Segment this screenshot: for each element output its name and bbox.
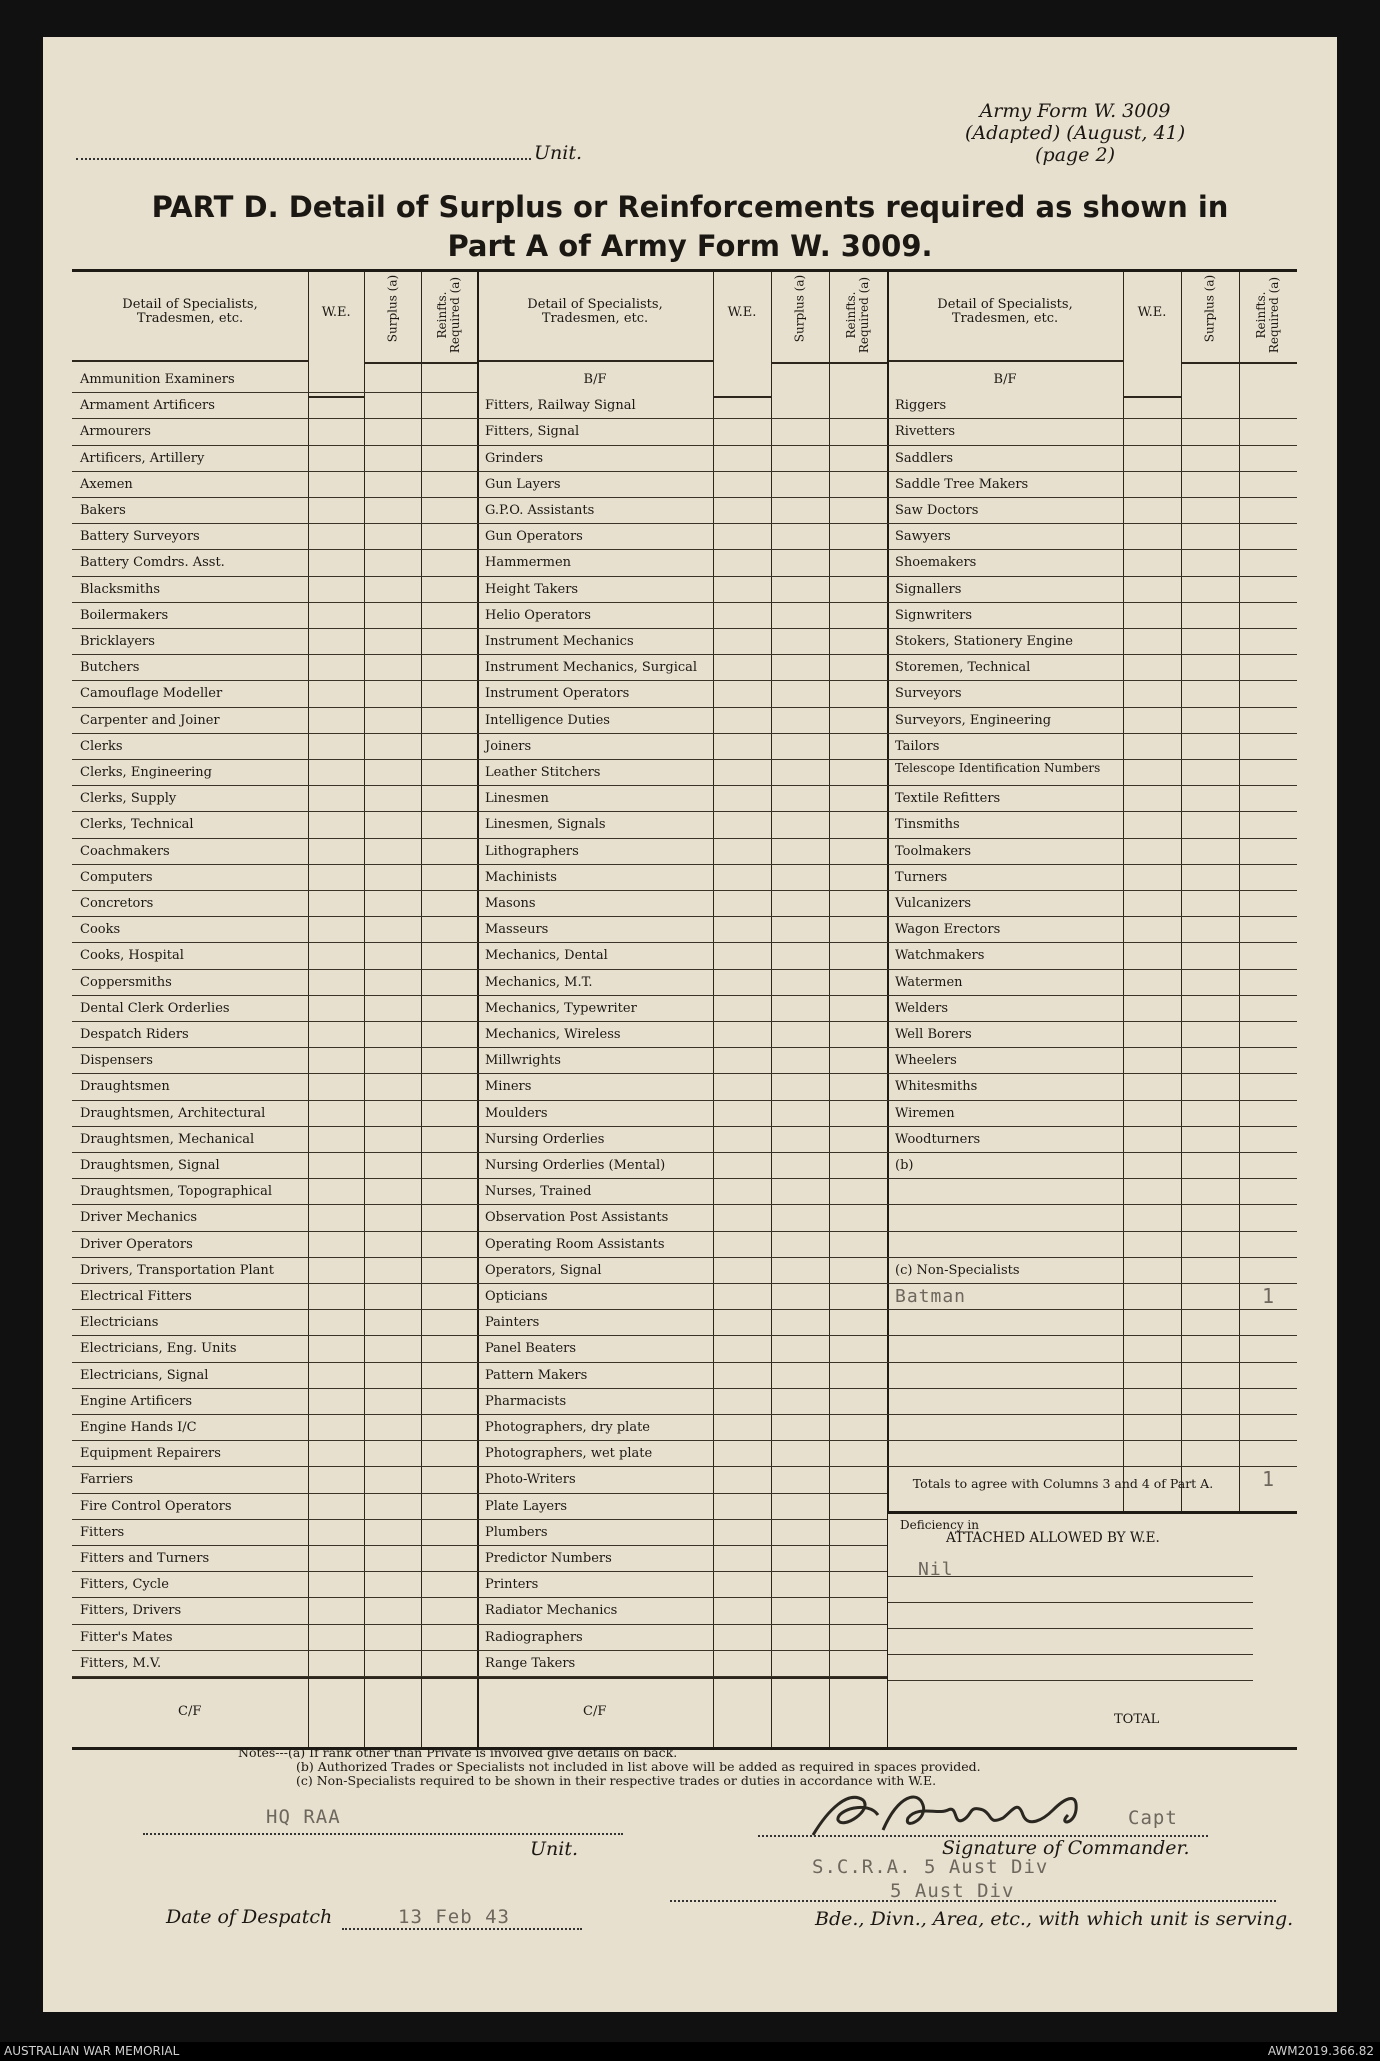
division-stamp-1: S.C.R.A. 5 Aust Div — [812, 1856, 1049, 1878]
trade-row: Drivers, Transportation Plant — [80, 1262, 274, 1278]
trade-row: Fitters, M.V. — [80, 1655, 162, 1671]
despatch-date-stamp: 13 Feb 43 — [398, 1906, 510, 1928]
bde-label: Bde., Divn., Area, etc., with which unit is serving. — [815, 1908, 1294, 1930]
trade-row: Fitters, Railway Signal — [485, 398, 636, 414]
trade-row: Blacksmiths — [80, 581, 161, 597]
header-detail-1: Detail of Specialists, Tradesmen, etc. — [72, 272, 308, 362]
trade-row: Axemen — [80, 476, 133, 492]
trade-row: Linesmen — [485, 791, 549, 807]
total-label: TOTAL — [1114, 1712, 1160, 1727]
title-line1: PART D. Detail of Surplus or Reinforcements required as shown in — [151, 190, 1229, 224]
cf-rule — [72, 1677, 887, 1679]
header-surplus-text: Surplus (a) — [385, 274, 399, 343]
trade-row: Wagon Erectors — [895, 922, 1001, 938]
trade-row: Fitters — [80, 1524, 125, 1540]
header-we-3: W.E. — [1123, 272, 1181, 398]
trade-row: Signallers — [895, 581, 962, 597]
trade-row: Surveyors, Engineering — [895, 712, 1052, 728]
trade-row: Linesmen, Signals — [485, 817, 606, 833]
trade-row: B/F — [583, 372, 607, 387]
specialists-table — [72, 269, 1297, 1750]
trade-row: Ammunition Examiners — [80, 372, 235, 387]
header-surplus-text: Surplus (a) — [792, 274, 807, 343]
unit-label-bottom: Unit. — [530, 1838, 579, 1860]
trade-row: Cooks, Hospital — [80, 948, 184, 964]
trade-row: Printers — [485, 1577, 539, 1593]
header-reinfts-text: Reinfts. Required (a) — [844, 276, 871, 354]
trade-row: B/F — [993, 372, 1017, 387]
totals-label: Totals to agree with Columns 3 and 4 of Part A. — [912, 1476, 1214, 1492]
trade-row: (b) — [895, 1158, 914, 1173]
header-surplus-text: Surplus (a) — [1202, 274, 1217, 343]
header-detail-3: Detail of Specialists, Tradesmen, etc. — [887, 272, 1123, 362]
attached-value-stamp: Nil — [918, 1559, 954, 1581]
trade-row: Saddle Tree Makers — [895, 476, 1029, 492]
trade-row: Concretors — [80, 896, 154, 911]
trade-row: Helio Operators — [485, 607, 591, 623]
trade-row: Predictor Numbers — [485, 1551, 612, 1566]
trade-row: Nursing Orderlies — [485, 1131, 605, 1147]
trade-row: Tailors — [895, 738, 940, 754]
archive-name: AUSTRALIAN WAR MEMORIAL — [4, 2044, 180, 2058]
trade-row: Riggers — [895, 398, 947, 414]
trade-row: Watchmakers — [895, 948, 985, 964]
trade-row: Operating Room Assistants — [485, 1236, 665, 1252]
trade-row: Vulcanizers — [895, 896, 972, 911]
unit-dotted-line — [76, 158, 531, 160]
trade-row — [887, 1389, 1123, 1415]
trade-row: Draughtsmen — [80, 1079, 170, 1095]
trade-row: Shoemakers — [895, 555, 977, 571]
trade-row: Masons — [485, 896, 536, 911]
trade-row: Telescope Identification Numbers — [895, 761, 1101, 775]
form-ref-line3: (page 2) — [1035, 144, 1115, 166]
trade-row: Watermen — [895, 974, 963, 990]
trade-row — [887, 1441, 1123, 1467]
trade-row: Driver Mechanics — [80, 1210, 198, 1226]
trade-row: Dental Clerk Orderlies — [80, 1000, 230, 1016]
trade-row — [887, 1336, 1123, 1362]
trade-row: Bakers — [80, 503, 126, 518]
archive-id: AWM2019.366.82 — [1267, 2044, 1374, 2058]
column-divider — [308, 272, 309, 1747]
column-divider — [771, 272, 772, 1747]
trade-row: Moulders — [485, 1105, 548, 1121]
header-reinfts-2 — [829, 272, 887, 364]
trade-row: Panel Beaters — [485, 1341, 577, 1357]
trade-row: Well Borers — [895, 1027, 972, 1042]
trade-row: Draughtsmen, Mechanical — [80, 1131, 255, 1147]
trade-row — [887, 1310, 1123, 1336]
trade-row: Rivetters — [895, 424, 956, 440]
trade-row: Painters — [485, 1315, 540, 1331]
carried-forward-label: C/F — [178, 1704, 202, 1719]
header-we-2: W.E. — [713, 272, 771, 398]
column-divider — [364, 272, 365, 1747]
trade-row: Radiator Mechanics — [485, 1603, 618, 1619]
trade-row: Nursing Orderlies (Mental) — [485, 1158, 666, 1173]
trade-row: Artificers, Artillery — [80, 450, 205, 466]
trade-row: Opticians — [485, 1289, 548, 1304]
column-divider — [713, 272, 714, 1747]
trade-row: Coachmakers — [80, 843, 170, 859]
trade-row: Mechanics, Wireless — [485, 1027, 621, 1042]
trade-row: Electricians, Signal — [80, 1367, 209, 1383]
trade-row: Intelligence Duties — [485, 712, 610, 728]
trade-row: Wheelers — [895, 1053, 957, 1069]
bde-dotted-line — [670, 1900, 1276, 1902]
totals-reinforcements-value: 1 — [1262, 1467, 1276, 1492]
trade-row: Toolmakers — [895, 843, 972, 859]
trade-row: Mechanics, M.T. — [485, 974, 593, 990]
trade-row: Armourers — [80, 424, 151, 440]
trade-row: Millwrights — [485, 1053, 561, 1069]
form-reference — [965, 100, 1185, 166]
header-surplus-2 — [771, 272, 829, 364]
deficiency-row-rule — [888, 1654, 1253, 1655]
trade-row: Range Takers — [485, 1655, 576, 1671]
trade-row: G.P.O. Assistants — [485, 503, 595, 518]
form-title — [60, 188, 1320, 266]
trade-row: (c) Non-Specialists — [895, 1262, 1020, 1278]
trade-row: Storemen, Technical — [895, 660, 1031, 676]
title-line2: Part A of Army Form W. 3009. — [447, 229, 933, 263]
header-detail-2: Detail of Specialists, Tradesmen, etc. — [477, 272, 713, 362]
trade-row — [887, 1179, 1123, 1205]
trade-row: Armament Artificers — [80, 398, 215, 414]
trade-row: Textile Refitters — [895, 791, 1001, 807]
trade-row: Pattern Makers — [485, 1367, 588, 1383]
trade-row: Draughtsmen, Topographical — [80, 1184, 272, 1200]
trade-row: Mechanics, Typewriter — [485, 1000, 637, 1016]
trade-row: Radiographers — [485, 1629, 583, 1645]
unit-label-top: Unit. — [534, 142, 583, 164]
trade-row: Miners — [485, 1079, 532, 1095]
trade-row: Camouflage Modeller — [80, 686, 223, 702]
column-divider — [421, 272, 422, 1747]
trade-row: Clerks, Engineering — [80, 765, 212, 780]
trade-row: Instrument Operators — [485, 686, 630, 702]
trade-row: Battery Surveyors — [80, 529, 200, 545]
trade-row: Fitters, Cycle — [80, 1577, 169, 1593]
header-surplus-1 — [364, 272, 420, 364]
deficiency-panel — [888, 1511, 1297, 1747]
trade-row: Fitters, Drivers — [80, 1603, 182, 1619]
trade-row: Turners — [895, 869, 948, 885]
trade-row: Engine Artificers — [80, 1393, 193, 1409]
deficiency-row-rule — [888, 1628, 1253, 1629]
trade-row: Signwriters — [895, 607, 973, 623]
note-b: (b) Authorized Trades or Specialists not included in list above will be added as required in spaces provided. — [296, 1759, 981, 1774]
trade-row: Saddlers — [895, 450, 954, 466]
trade-row: Draughtsmen, Signal — [80, 1158, 220, 1173]
trade-row: Instrument Mechanics — [485, 634, 634, 649]
trade-row: Stokers, Stationery Engine — [895, 634, 1073, 649]
unit-stamp: HQ RAA — [266, 1806, 341, 1828]
trade-row: Clerks — [80, 738, 123, 754]
deficiency-row-rule — [888, 1680, 1253, 1681]
trade-row: Draughtsmen, Architectural — [80, 1105, 266, 1121]
trade-row: Grinders — [485, 450, 544, 466]
trade-row: Plate Layers — [485, 1498, 568, 1514]
batman-reinforcements-value: 1 — [1262, 1284, 1276, 1308]
trade-row: Batman — [895, 1286, 967, 1307]
trade-row: Observation Post Assistants — [485, 1210, 669, 1226]
trade-row: Whitesmiths — [895, 1079, 978, 1095]
trade-row: Clerks, Technical — [80, 817, 194, 833]
signature-rank-stamp: Capt — [1128, 1807, 1178, 1829]
trade-row: Electrical Fitters — [80, 1289, 192, 1304]
trade-row: Driver Operators — [80, 1236, 193, 1252]
trade-row — [887, 1363, 1123, 1389]
archive-footer-bar — [0, 2042, 1380, 2061]
trade-row: Surveyors — [895, 686, 962, 702]
trade-row: Dispensers — [80, 1053, 153, 1069]
despatch-dotted-line — [342, 1928, 582, 1930]
trade-row: Welders — [895, 1000, 949, 1016]
despatch-label: Date of Despatch — [166, 1906, 333, 1928]
deficiency-label: Deficiency in — [900, 1518, 979, 1533]
trade-row: Fitters, Signal — [485, 424, 580, 440]
header-reinfts-text: Reinfts. Required (a) — [434, 276, 462, 354]
trade-row: Carpenter and Joiner — [80, 712, 220, 728]
trade-row: Farriers — [80, 1472, 134, 1488]
form-ref-line2: (Adapted) (August, 41) — [965, 122, 1186, 144]
trade-row: Woodturners — [895, 1131, 981, 1147]
trade-row: Wiremen — [895, 1105, 955, 1121]
trade-row — [887, 1232, 1123, 1258]
row-rule — [887, 1466, 1297, 1467]
trade-row: Instrument Mechanics, Surgical — [485, 660, 698, 676]
trade-row: Plumbers — [485, 1524, 548, 1540]
trade-row: Butchers — [80, 660, 140, 676]
trade-row: Computers — [80, 869, 153, 885]
column-divider — [829, 272, 830, 1747]
trade-row: Masseurs — [485, 922, 549, 938]
trade-row: Operators, Signal — [485, 1262, 602, 1278]
trade-row: Gun Operators — [485, 529, 583, 545]
trade-row: Photo-Writers — [485, 1472, 576, 1488]
trade-row: Tinsmiths — [895, 817, 960, 833]
trade-row: Electricians, Eng. Units — [80, 1341, 237, 1357]
carried-forward-label: C/F — [583, 1704, 607, 1719]
trade-row — [887, 1205, 1123, 1231]
trade-row: Fire Control Operators — [80, 1498, 232, 1514]
trade-row: Battery Comdrs. Asst. — [80, 555, 225, 571]
trade-row: Saw Doctors — [895, 503, 979, 518]
trade-row: Coppersmiths — [80, 974, 172, 990]
header-reinfts-text: Reinfts. Required (a) — [1254, 276, 1281, 354]
trade-row: Cooks — [80, 922, 121, 938]
trade-row — [887, 1415, 1123, 1441]
trade-row: Despatch Riders — [80, 1027, 189, 1042]
deficiency-row-rule — [888, 1602, 1253, 1603]
trade-row: Height Takers — [485, 581, 579, 597]
trade-row: Machinists — [485, 869, 557, 885]
trade-row: Engine Hands I/C — [80, 1420, 197, 1435]
trade-row: Clerks, Supply — [80, 791, 177, 807]
trade-row: Hammermen — [485, 555, 572, 571]
note-c: (c) Non-Specialists required to be shown in their respective trades or duties in accordance with W.E. — [296, 1773, 937, 1788]
trade-row: Fitters and Turners — [80, 1551, 210, 1566]
trade-row: Leather Stitchers — [485, 765, 601, 780]
header-surplus-3 — [1181, 272, 1239, 364]
trade-row: Electricians — [80, 1315, 159, 1331]
trade-row: Photographers, dry plate — [485, 1420, 650, 1435]
note-a: Notes---(a) If rank other than Private is involved give details on back. — [238, 1745, 678, 1760]
trade-row: Pharmacists — [485, 1393, 567, 1409]
trade-row: Fitter's Mates — [80, 1629, 173, 1645]
header-reinfts-1 — [421, 272, 477, 364]
trade-row: Boilermakers — [80, 607, 169, 623]
header-reinfts-3 — [1239, 272, 1297, 364]
trade-row: Bricklayers — [80, 634, 155, 649]
trade-row: Sawyers — [895, 529, 951, 545]
trade-row: Gun Layers — [485, 476, 561, 492]
signature-label: Signature of Commander. — [942, 1837, 1190, 1859]
header-we-1: W.E. — [308, 272, 364, 398]
attached-allowed-label: ATTACHED ALLOWED BY W.E. — [946, 1530, 1160, 1547]
trade-row: Photographers, wet plate — [485, 1446, 653, 1462]
trade-row: Lithographers — [485, 843, 579, 859]
trade-row: Nurses, Trained — [485, 1184, 592, 1200]
form-ref-line1: Army Form W. 3009 — [979, 100, 1171, 122]
unit-signature-dotted-line — [143, 1833, 623, 1835]
division-stamp-2: 5 Aust Div — [890, 1880, 1015, 1902]
trade-row: Equipment Repairers — [80, 1446, 221, 1462]
trade-row: Joiners — [485, 738, 532, 754]
trade-row: Mechanics, Dental — [485, 948, 608, 964]
